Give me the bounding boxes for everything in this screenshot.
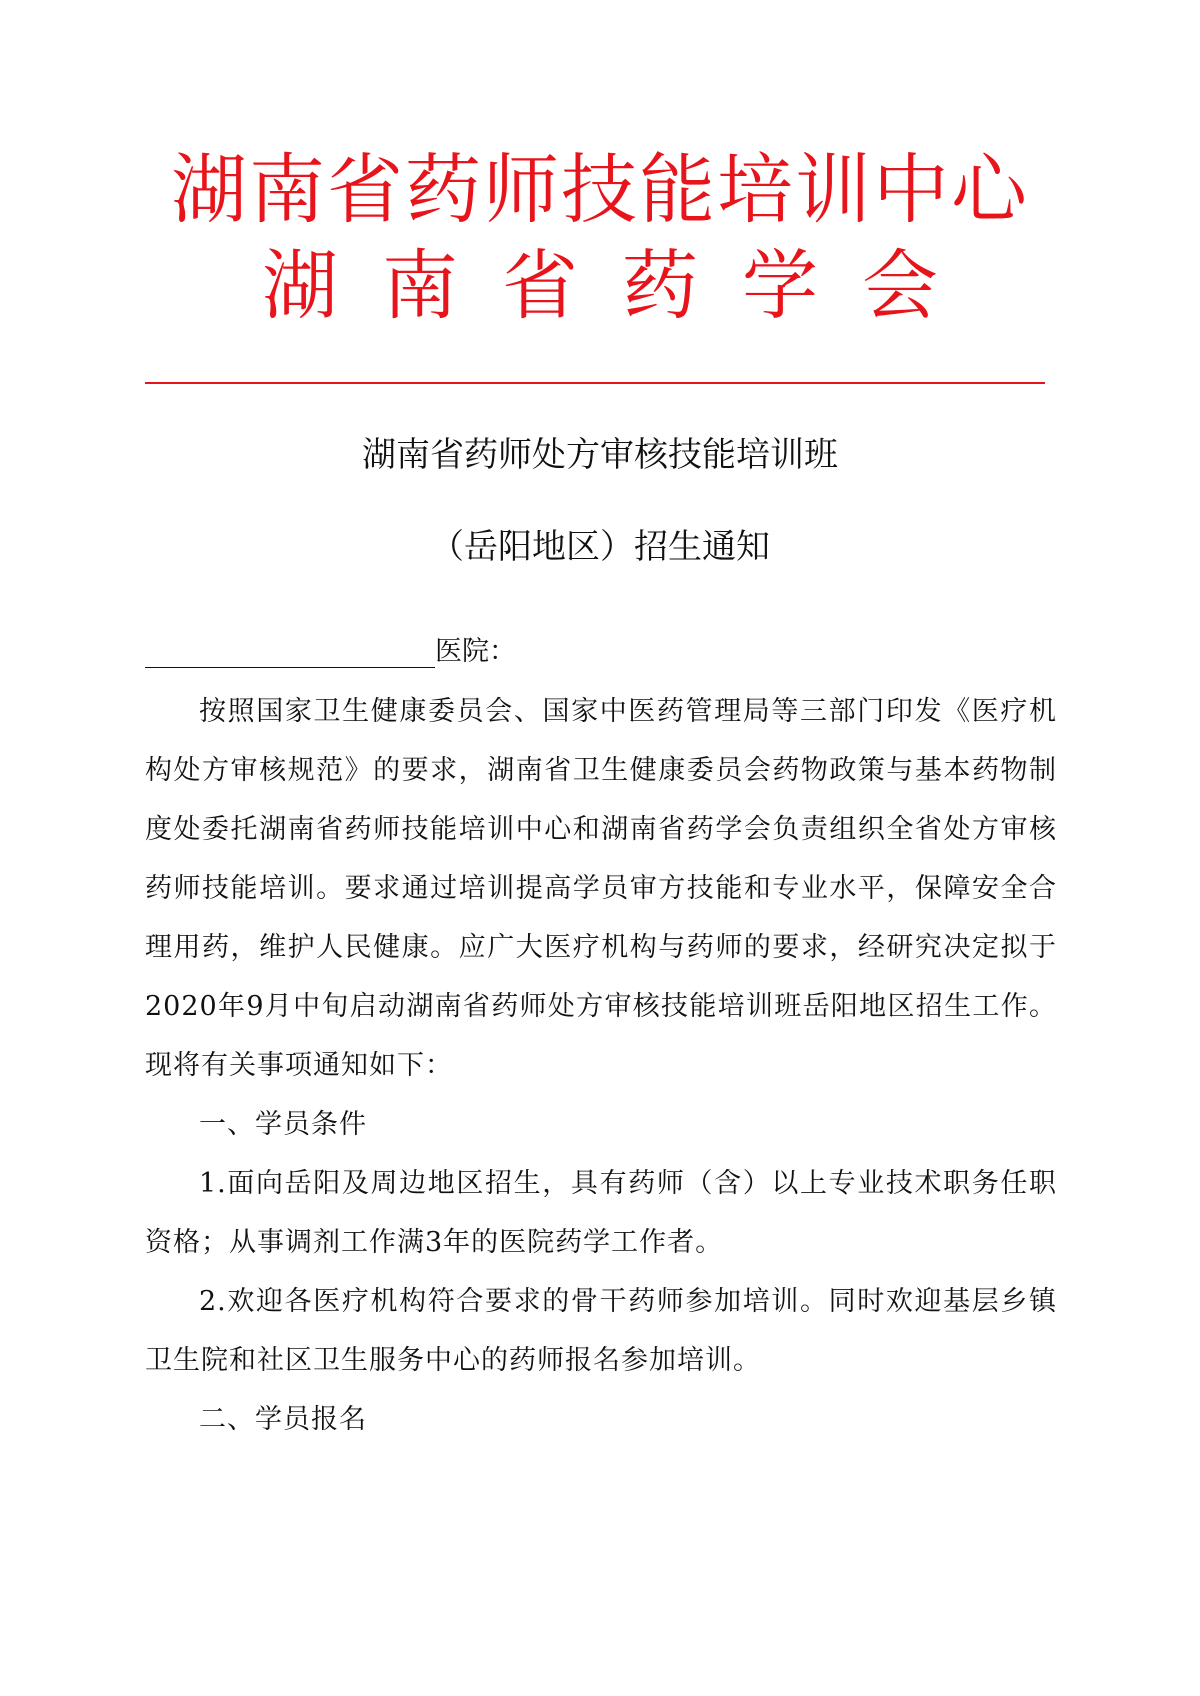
intro-paragraph: 按照国家卫生健康委员会、国家中医药管理局等三部门印发《医疗机构处方审核规范》的要求，湖南省卫生健康委员会药物政策与基本药物制度处委托湖南省药师技能培训中心和湖南省药学会负责组织全省处方审核药师技能培训。要求通过培训提高学员审方技能和专业水平，保障安全合理用药，维护人民健康。应广大医疗机构与药师的要求，经研究决定拟于2020年9月中旬启动湖南省药师处方审核技能培训班岳阳地区招生工作。现将有关事项通知如下：: [145, 696, 1057, 1081]
notice-title: 湖南省药师处方审核技能培训班: [362, 435, 838, 475]
salutation-suffix: 医院：: [435, 636, 516, 667]
notice-subtitle: （岳阳地区）招生通知: [430, 527, 770, 567]
letterhead-line-1: 湖南省药师技能培训中心: [171, 145, 1029, 234]
section-heading-registration: 二、学员报名: [199, 1404, 367, 1435]
eligibility-item-2: 2.欢迎各医疗机构符合要求的骨干药师参加培训。同时欢迎基层乡镇卫生院和社区卫生服务中心的药师报名参加培训。: [145, 1286, 1057, 1376]
letterhead-line-2: 湖南省药学会: [262, 241, 982, 330]
red-divider-line: [145, 382, 1045, 384]
salutation: [145, 622, 516, 668]
eligibility-item-1: 1.面向岳阳及周边地区招生，具有药师（含）以上专业技术职务任职资格；从事调剂工作满3年的医院药学工作者。: [145, 1168, 1057, 1258]
notice-body: [145, 682, 1057, 1449]
section-heading-eligibility: 一、学员条件: [199, 1109, 367, 1140]
hospital-name-blank: [145, 631, 435, 668]
